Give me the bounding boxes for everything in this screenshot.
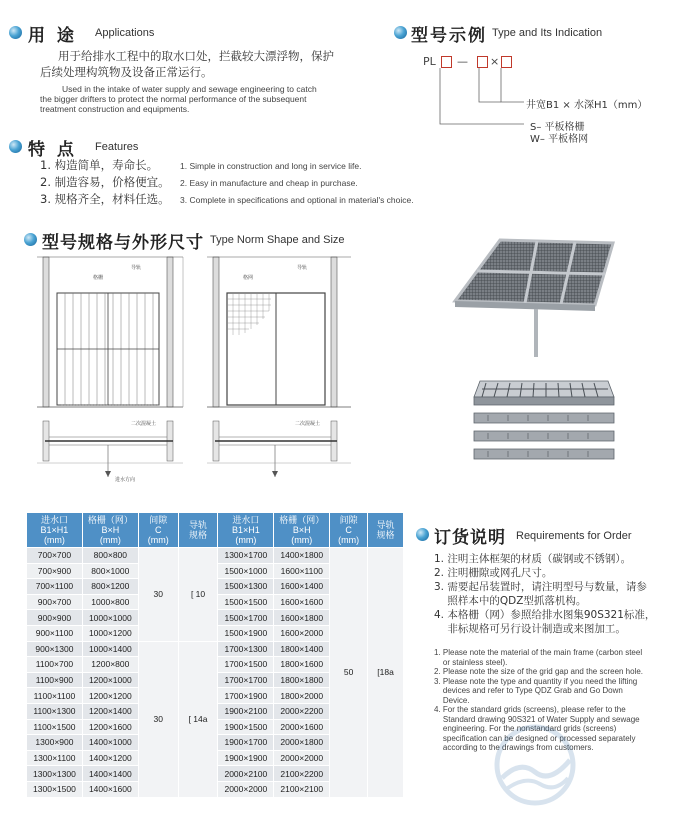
order-item-en: or stainless steel). [434,657,508,667]
feature-2-en: 2. Easy in manufacture and cheap in purchase. [180,178,358,188]
drawing-label-mesh: 格网 [243,275,254,281]
order-title-en: Requirements for Order [516,530,632,542]
table-cell: 1000×1200 [82,625,138,641]
applications-text-en-1: Used in the intake of water supply and sewage engineering to catch [62,84,317,94]
order-item-en: 1. Please note the material of the main frame (carbon steel [434,648,643,657]
table-cell: 2100×2200 [274,766,330,782]
section-bullet-icon [9,140,22,153]
order-item-en: devices and refer to Type QDZ Grab and Go Down [434,686,623,695]
mesh-screen-plan-drawing [205,415,365,495]
section-bullet-icon [416,528,429,541]
table-cell: 1000×800 [82,594,138,610]
table-cell: 1500×1900 [218,625,274,641]
table-cell: 1100×700 [27,657,83,673]
table-cell: 1800×1600 [274,657,330,673]
section-bullet-icon [394,26,407,39]
type-code-times: × [490,55,500,68]
table-cell: 1400×1400 [82,766,138,782]
table-cell: 1400×1800 [274,548,330,564]
order-item-cn: 2. 注明栅隙或网孔尺寸。 [434,567,553,579]
header-text: 进水口 [40,515,68,525]
table-cell: [ 10 [178,548,218,642]
header-text: 规格 [376,530,395,540]
header-text: 格栅（网） [87,515,133,525]
header-text: (mm) [43,535,65,545]
order-item-cn: 3. 需要起吊装置时，请注明型号与数量，请参 [434,581,647,593]
section-bullet-icon [24,233,37,246]
drawing-label-inflow: 进水方向 [115,477,136,483]
order-item-en: Standard drawing 90S321 of Water Supply and sewage [434,714,640,724]
order-item-en: specification can be designed or processed separately [434,733,636,743]
spec-table [26,512,404,798]
mesh-screen-elevation-drawing [205,255,365,415]
feature-3-en: 3. Complete in specifications and optional in material's choice. [180,195,414,205]
header-text: 规格 [189,530,208,540]
table-cell: 2000×2000 [274,750,330,766]
spec-table-header-cell [218,513,274,548]
order-item-en: 4. For the standard grids (screens), please refer to the [434,705,626,714]
table-cell: 1600×1400 [274,579,330,595]
type-norm-title-cn: 型号规格与外形尺寸 [42,233,204,253]
spec-table-header-cell [82,513,138,548]
table-cell: 1400×1600 [82,781,138,797]
order-item-en: 3. Please note the type and quantity if you need the lifting [434,676,638,686]
table-cell: 1500×1000 [218,563,274,579]
type-w-label: W– 平板格网 [530,134,589,145]
table-cell: 1600×2000 [274,625,330,641]
table-cell: 1600×1800 [274,610,330,626]
spec-table-header-row [27,513,404,548]
table-cell: 1500×1500 [218,594,274,610]
table-cell: 1500×1700 [218,610,274,626]
table-cell: 30 [138,641,178,797]
header-text: (mm) [147,535,169,545]
table-cell: 1100×1100 [27,688,83,704]
table-cell: 2000×2200 [274,703,330,719]
header-text: C [345,525,352,535]
table-cell: 1700×1700 [218,672,274,688]
type-example-title-en: Type and Its Indication [492,27,603,39]
order-item-cn: 非标规格可另行设计制造或来图加工。 [434,623,626,635]
header-text: B×H [292,525,311,535]
bar-screen-plan-drawing [35,415,195,495]
header-text: 间隙 [149,515,168,525]
feature-1-en: 1. Simple in construction and long in service life. [180,161,362,171]
type-example-title-cn: 型号示例 [411,26,487,46]
drawing-label-grid: 格栅 [93,275,104,281]
table-cell: 1000×1000 [82,610,138,626]
table-cell: 2100×2100 [274,781,330,797]
header-text: B1×H1 [231,525,260,535]
header-text: (mm) [235,535,257,545]
header-text: 导轨 [189,520,208,530]
table-cell: 800×800 [82,548,138,564]
order-item-en: 2. Please note the size of the grid gap and the screen hole. [434,667,644,676]
table-cell: 1200×1000 [82,672,138,688]
table-cell: [ 14a [178,641,218,797]
bar-screen-elevation-drawing [35,255,195,415]
drawing-label-concrete-2: 二次混凝土 [295,421,321,427]
table-cell: 1900×1700 [218,735,274,751]
table-cell: 2000×1800 [274,735,330,751]
company-logo-watermark [480,720,590,810]
applications-text-en-2: the bigger drifters to protect the normal performance of the subsequent [40,94,307,104]
order-item-cn: 4. 本格栅（网）参照给排水图集90S321标准， [434,609,656,621]
order-item-en: engineering. For the nonstandard grids (screens) [434,724,617,733]
table-cell: 1300×1100 [27,750,83,766]
order-item-en: Device. [434,695,470,705]
table-cell: 900×700 [27,594,83,610]
table-cell: 30 [138,548,178,642]
table-cell: 900×1300 [27,641,83,657]
order-item-cn: 照样本中的QDZ型抓落机构。 [434,595,587,607]
table-cell: 2000×1600 [274,719,330,735]
order-item-cn: 1. 注明主体框架的材质（碳钢或不锈钢）。 [434,553,632,565]
type-size-label: 井宽B1 × 水深H1（mm） [526,100,648,111]
header-text: (mm) [99,535,121,545]
table-cell: 1200×1200 [82,688,138,704]
type-s-label: S– 平板格栅 [530,122,585,133]
table-cell: 1900×2100 [218,703,274,719]
order-list-cn [434,552,694,636]
applications-text-en-3: treatment construction and equipments. [40,104,190,114]
table-cell: 1500×1300 [218,579,274,595]
table-cell: 1100×1300 [27,703,83,719]
header-text: 格栅（网） [279,515,325,525]
feature-1-cn: 1. 构造简单，寿命长。 [40,158,159,172]
table-cell: 800×1000 [82,563,138,579]
table-cell: 1100×1500 [27,719,83,735]
type-code-dash: — [457,55,468,68]
spec-table-header-cell [27,513,83,548]
spec-table-header-cell [330,513,368,548]
stacked-grille-product-photo [458,375,618,495]
table-cell: 1300×1700 [218,548,274,564]
header-text: 导轨 [376,520,395,530]
table-cell: 1200×1400 [82,703,138,719]
table-cell: 1600×1600 [274,594,330,610]
table-cell: 1400×1000 [82,735,138,751]
table-cell: 1100×900 [27,672,83,688]
applications-title-cn: 用 途 [28,26,77,46]
drawing-label-rail: 导轨 [131,265,142,271]
header-text: 进水口 [232,515,260,525]
header-text: B×H [101,525,120,535]
table-cell: 900×900 [27,610,83,626]
spec-table-header-cell [274,513,330,548]
table-cell: [18a [368,548,404,798]
applications-title-en: Applications [95,27,155,39]
drawing-label-concrete: 二次混凝土 [131,421,157,427]
table-cell: 700×700 [27,548,83,564]
table-cell: 1200×800 [82,657,138,673]
table-cell: 1800×2000 [274,688,330,704]
table-cell: 50 [330,548,368,798]
table-row [27,548,404,564]
type-code-prefix: PL [423,55,436,68]
table-cell: 700×1100 [27,579,83,595]
table-cell: 1400×1200 [82,750,138,766]
table-cell: 1700×1500 [218,657,274,673]
table-cell: 1300×1500 [27,781,83,797]
table-cell: 1300×900 [27,735,83,751]
spec-table-header-cell [368,513,404,548]
table-cell: 1700×1900 [218,688,274,704]
applications-text-cn-2: 后续处理构筑物及设备正常运行。 [40,65,213,79]
feature-2-cn: 2. 制造容易，价格便宜。 [40,175,170,189]
type-norm-title-en: Type Norm Shape and Size [210,234,345,246]
header-text: (mm) [291,535,313,545]
table-cell: 2000×2000 [218,781,274,797]
table-cell: 1200×1600 [82,719,138,735]
header-text: C [154,525,162,535]
table-cell: 900×1100 [27,625,83,641]
table-cell: 1600×1100 [274,563,330,579]
features-title-cn: 特 点 [28,140,77,160]
table-cell: 1300×1300 [27,766,83,782]
header-text: (mm) [338,535,360,545]
feature-3-cn: 3. 规格齐全，材料任选。 [40,192,170,206]
flat-grid-product-photo [445,235,625,365]
table-cell: 1000×1400 [82,641,138,657]
section-bullet-icon [9,26,22,39]
table-cell: 700×900 [27,563,83,579]
table-cell: 1900×1900 [218,750,274,766]
order-title-cn: 订货说明 [434,528,506,548]
table-cell: 2000×2100 [218,766,274,782]
spec-table-header-cell [138,513,178,548]
table-cell: 1900×1500 [218,719,274,735]
header-text: B1×H1 [40,525,69,535]
spec-table-header-cell [178,513,218,548]
order-item-en: according to the drawings from customers. [434,743,594,752]
applications-text-cn-1: 用于给排水工程中的取水口处，拦截较大漂浮物，保护 [58,49,334,63]
header-text: 间隙 [339,515,358,525]
features-title-en: Features [95,141,139,153]
table-cell: 800×1200 [82,579,138,595]
table-cell: 1800×1800 [274,672,330,688]
drawing-label-rail-2: 导轨 [297,265,308,271]
table-cell: 1800×1400 [274,641,330,657]
table-cell: 1700×1300 [218,641,274,657]
